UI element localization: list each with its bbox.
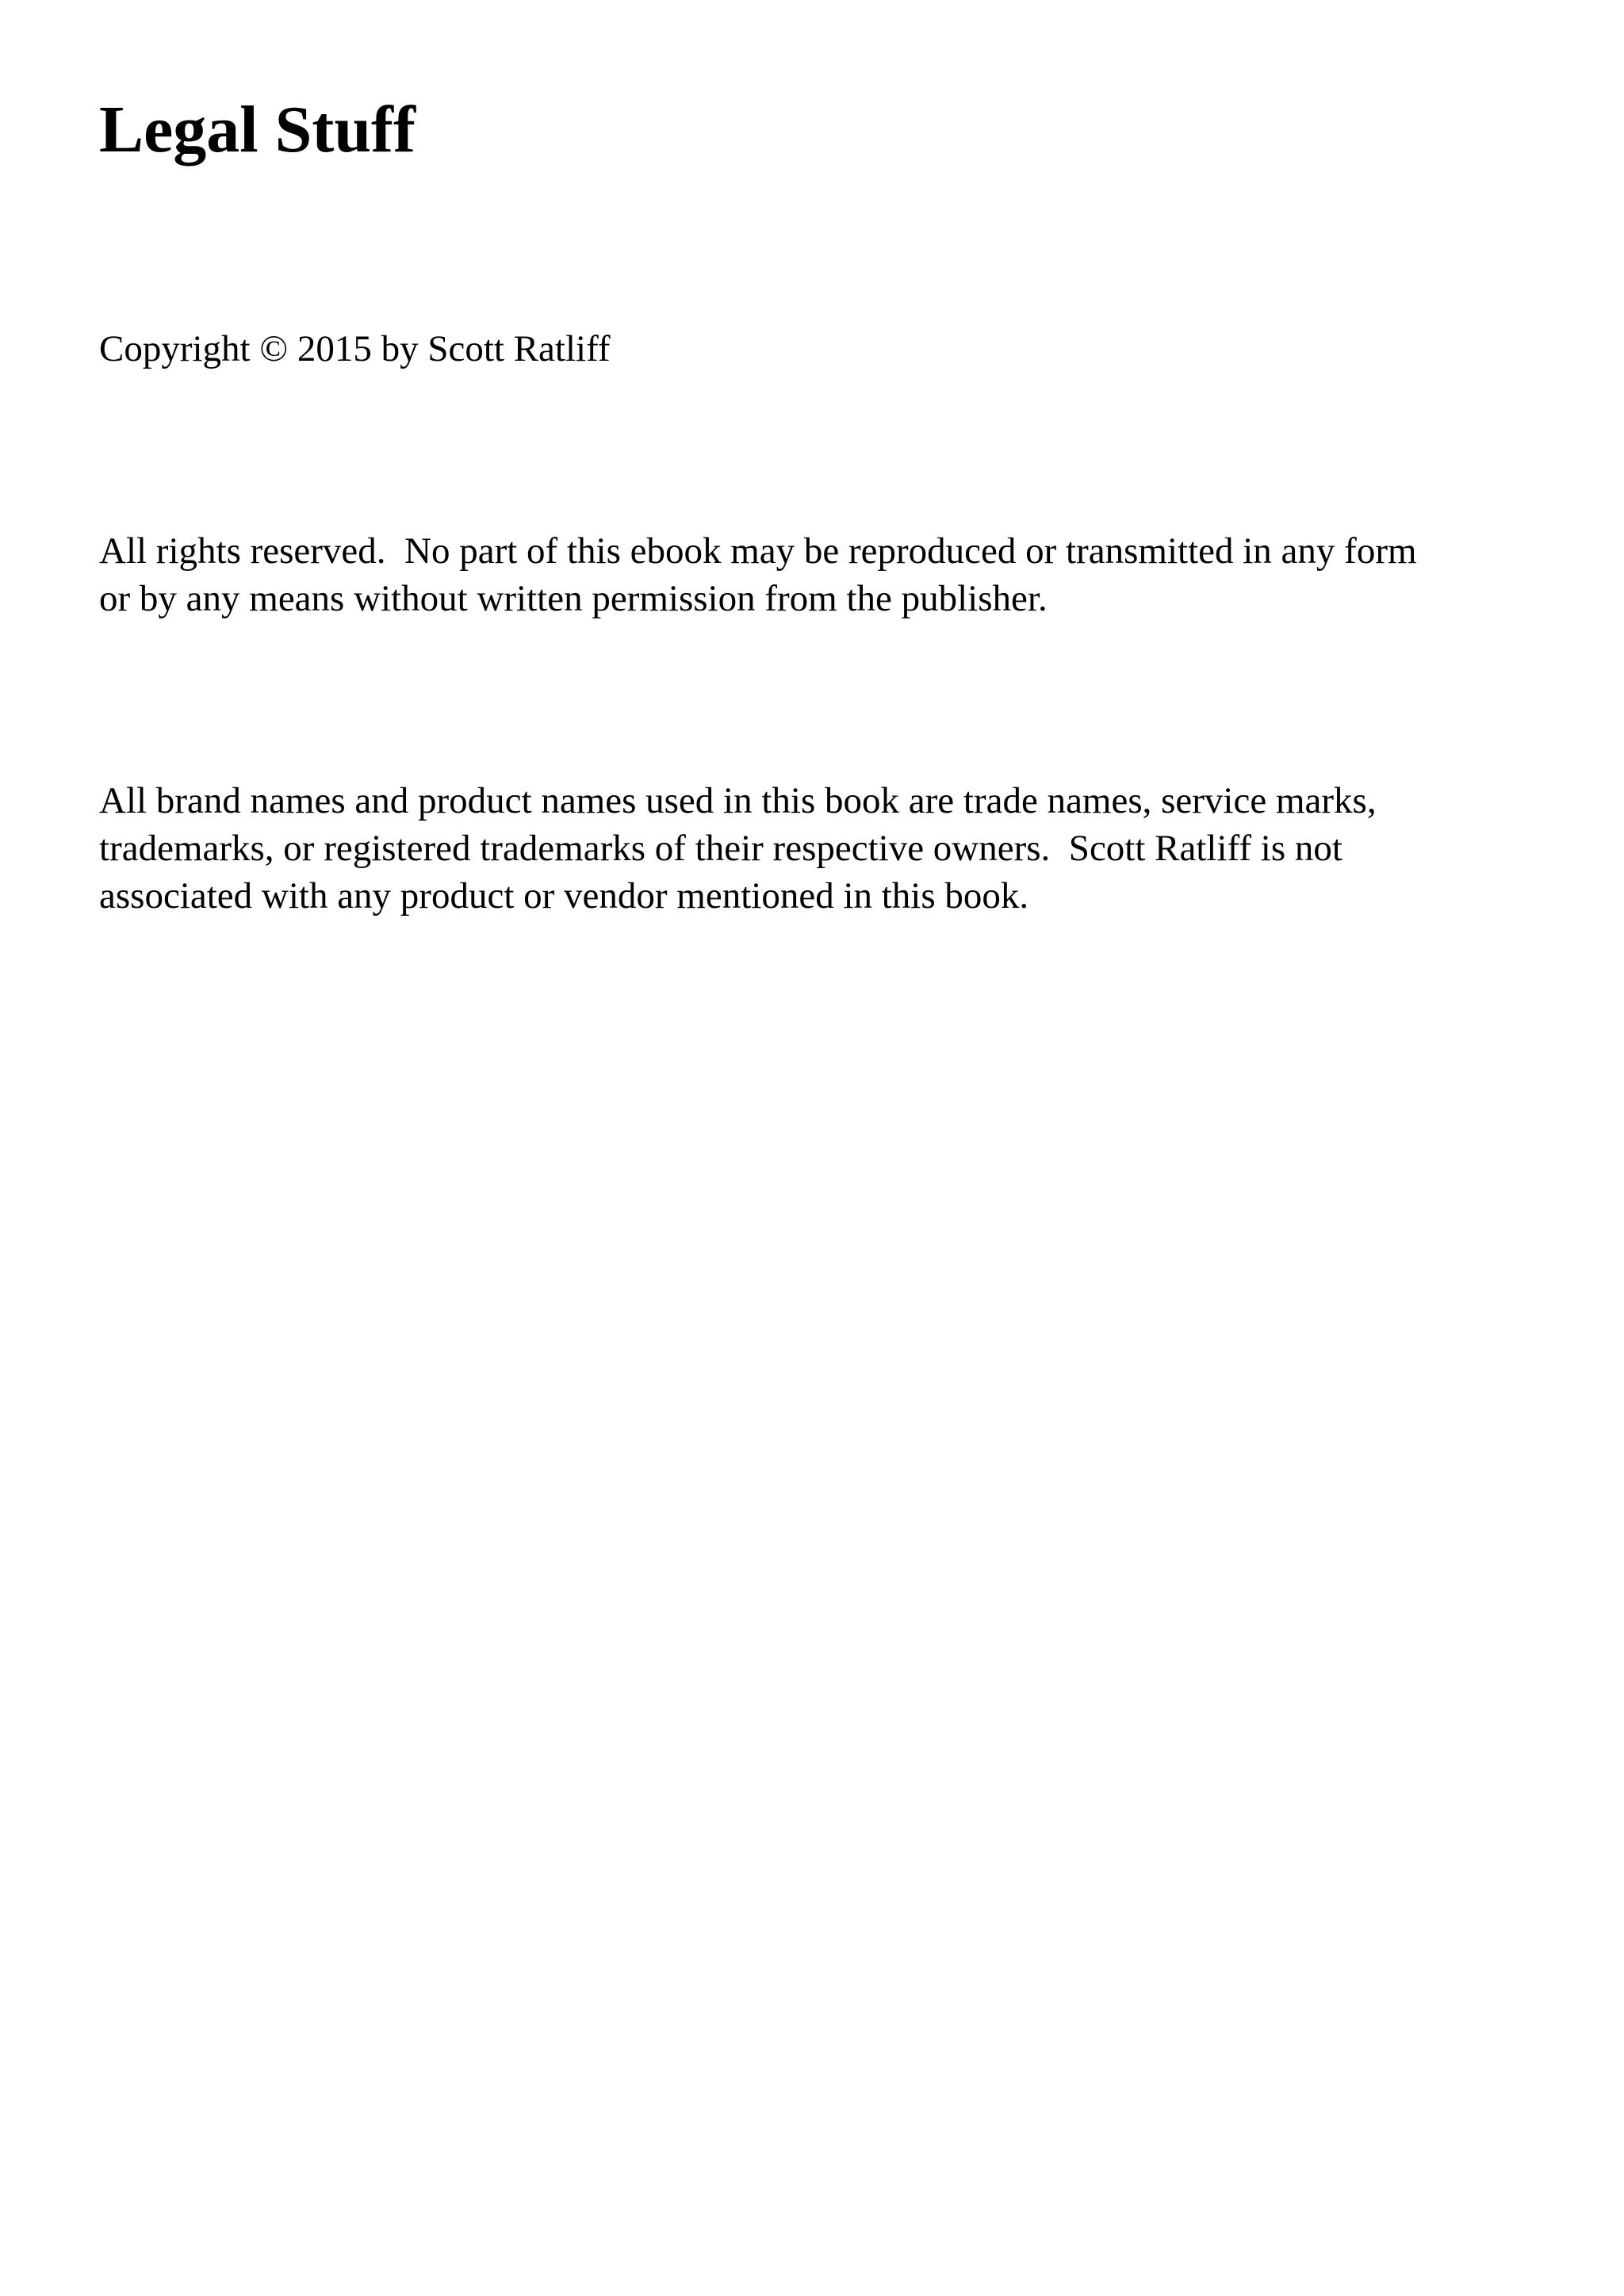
trademark-paragraph: [99, 777, 1542, 920]
rights-reserved-paragraph: [99, 527, 1542, 622]
paragraph-line: All brand names and product names used in this book are trade names, service marks,: [99, 780, 1377, 821]
page-title: Legal Stuff: [99, 93, 416, 166]
paragraph-line: All rights reserved. No part of this ebook may be reproduced or transmitted in any form: [99, 530, 1417, 572]
paragraph-line: trademarks, or registered trademarks of their respective owners. Scott Ratliff is not: [99, 828, 1342, 869]
copyright-notice: Copyright © 2015 by Scott Ratliff: [99, 328, 611, 369]
paragraph-line: or by any means without written permission from the publisher.: [99, 578, 1048, 619]
paragraph-line: associated with any product or vendor mentioned in this book.: [99, 875, 1029, 916]
